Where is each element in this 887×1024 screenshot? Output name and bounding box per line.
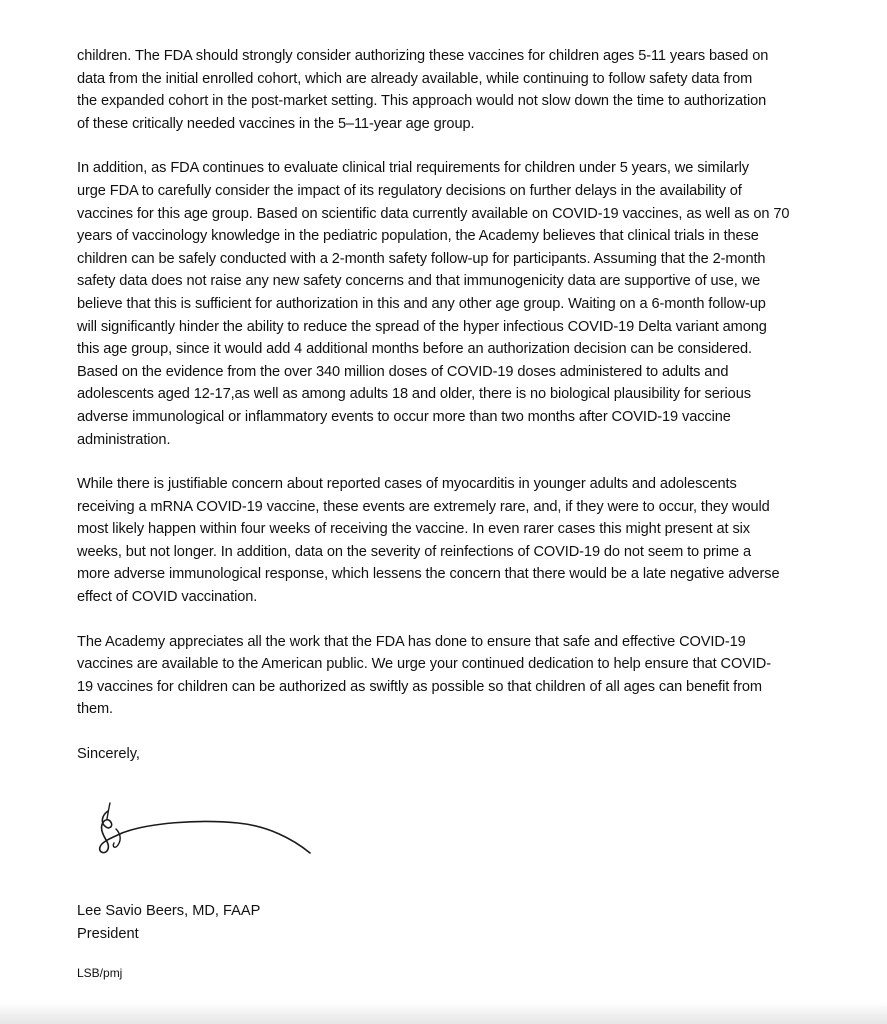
typist-initials: LSB/pmj (77, 966, 123, 980)
handwritten-signature (88, 793, 328, 865)
paragraph-under-5-trials: In addition, as FDA continues to evaluate clinical trial requirements for children under 5 years, we similarly urge FDA to carefully consider the impact of its regulatory decisions on further delays in the availability of vaccines for this age group. Based on scientific data currently available on COVID-19 vaccines, as well as on 70 years of vaccinology knowledge in the pediatric population, the Academy believes that clinical trials in these children can be safely conducted with a 2-month safety follow-up for participants. Assuming that the 2-month safety data does not raise any new safety concerns and that immunogenicity data are supportive of use, we believe that this is sufficient for authorization in this and any other age group. Waiting on a 6-month follow-up will significantly hinder the ability to reduce the spread of the hyper infectious COVID-19 Delta variant among this age group, since it would add 4 additional months before an authorization decision can be considered. Based on the evidence from the over 340 million doses of COVID-19 doses administered to adults and adolescents aged 12-17,as well as among adults 18 and older, there is no biological plausibility for serious adverse immunological or inflammatory events to occur more than two months after COVID-19 vaccine administration. (77, 160, 790, 448)
signer-title: President (77, 925, 139, 942)
page-bottom-shadow (0, 1002, 887, 1024)
signer-block (77, 900, 260, 945)
paragraph-myocarditis: While there is justifiable concern about reported cases of myocarditis in younger adults and adolescents receiving a mRNA COVID-19 vaccine, these events are extremely rare, and, if they were to occur, they would most likely happen within four weeks of receiving the vaccine. In even rarer cases this might present at six weeks, but not longer. In addition, data on the severity of reinfections of COVID-19 do not seem to prime a more adverse immunological response, which lessens the concern that there would be a late negative adverse effect of COVID vaccination. (77, 476, 780, 606)
closing-salutation: Sincerely, (77, 746, 140, 763)
letter-body (77, 45, 817, 766)
paragraph-authorization-5-11: children. The FDA should strongly consider authorizing these vaccines for children ages 5-11 years based on data from the initial enrolled cohort, which are already available, while continuing to follow safety data from the expanded cohort in the post-market setting. This approach would not slow down the time to authorization of these critically needed vaccines in the 5–11-year age group. (77, 48, 769, 132)
paragraph-appreciation: The Academy appreciates all the work that the FDA has done to ensure that safe and effective COVID-19 vaccines are available to the American public. We urge your continued dedication to help ensure that COVID- 19 vaccines for children can be authorized as swiftly as possible so that children of all ages can benefit from them. (77, 633, 771, 718)
signer-name: Lee Savio Beers, MD, FAAP (77, 903, 261, 919)
